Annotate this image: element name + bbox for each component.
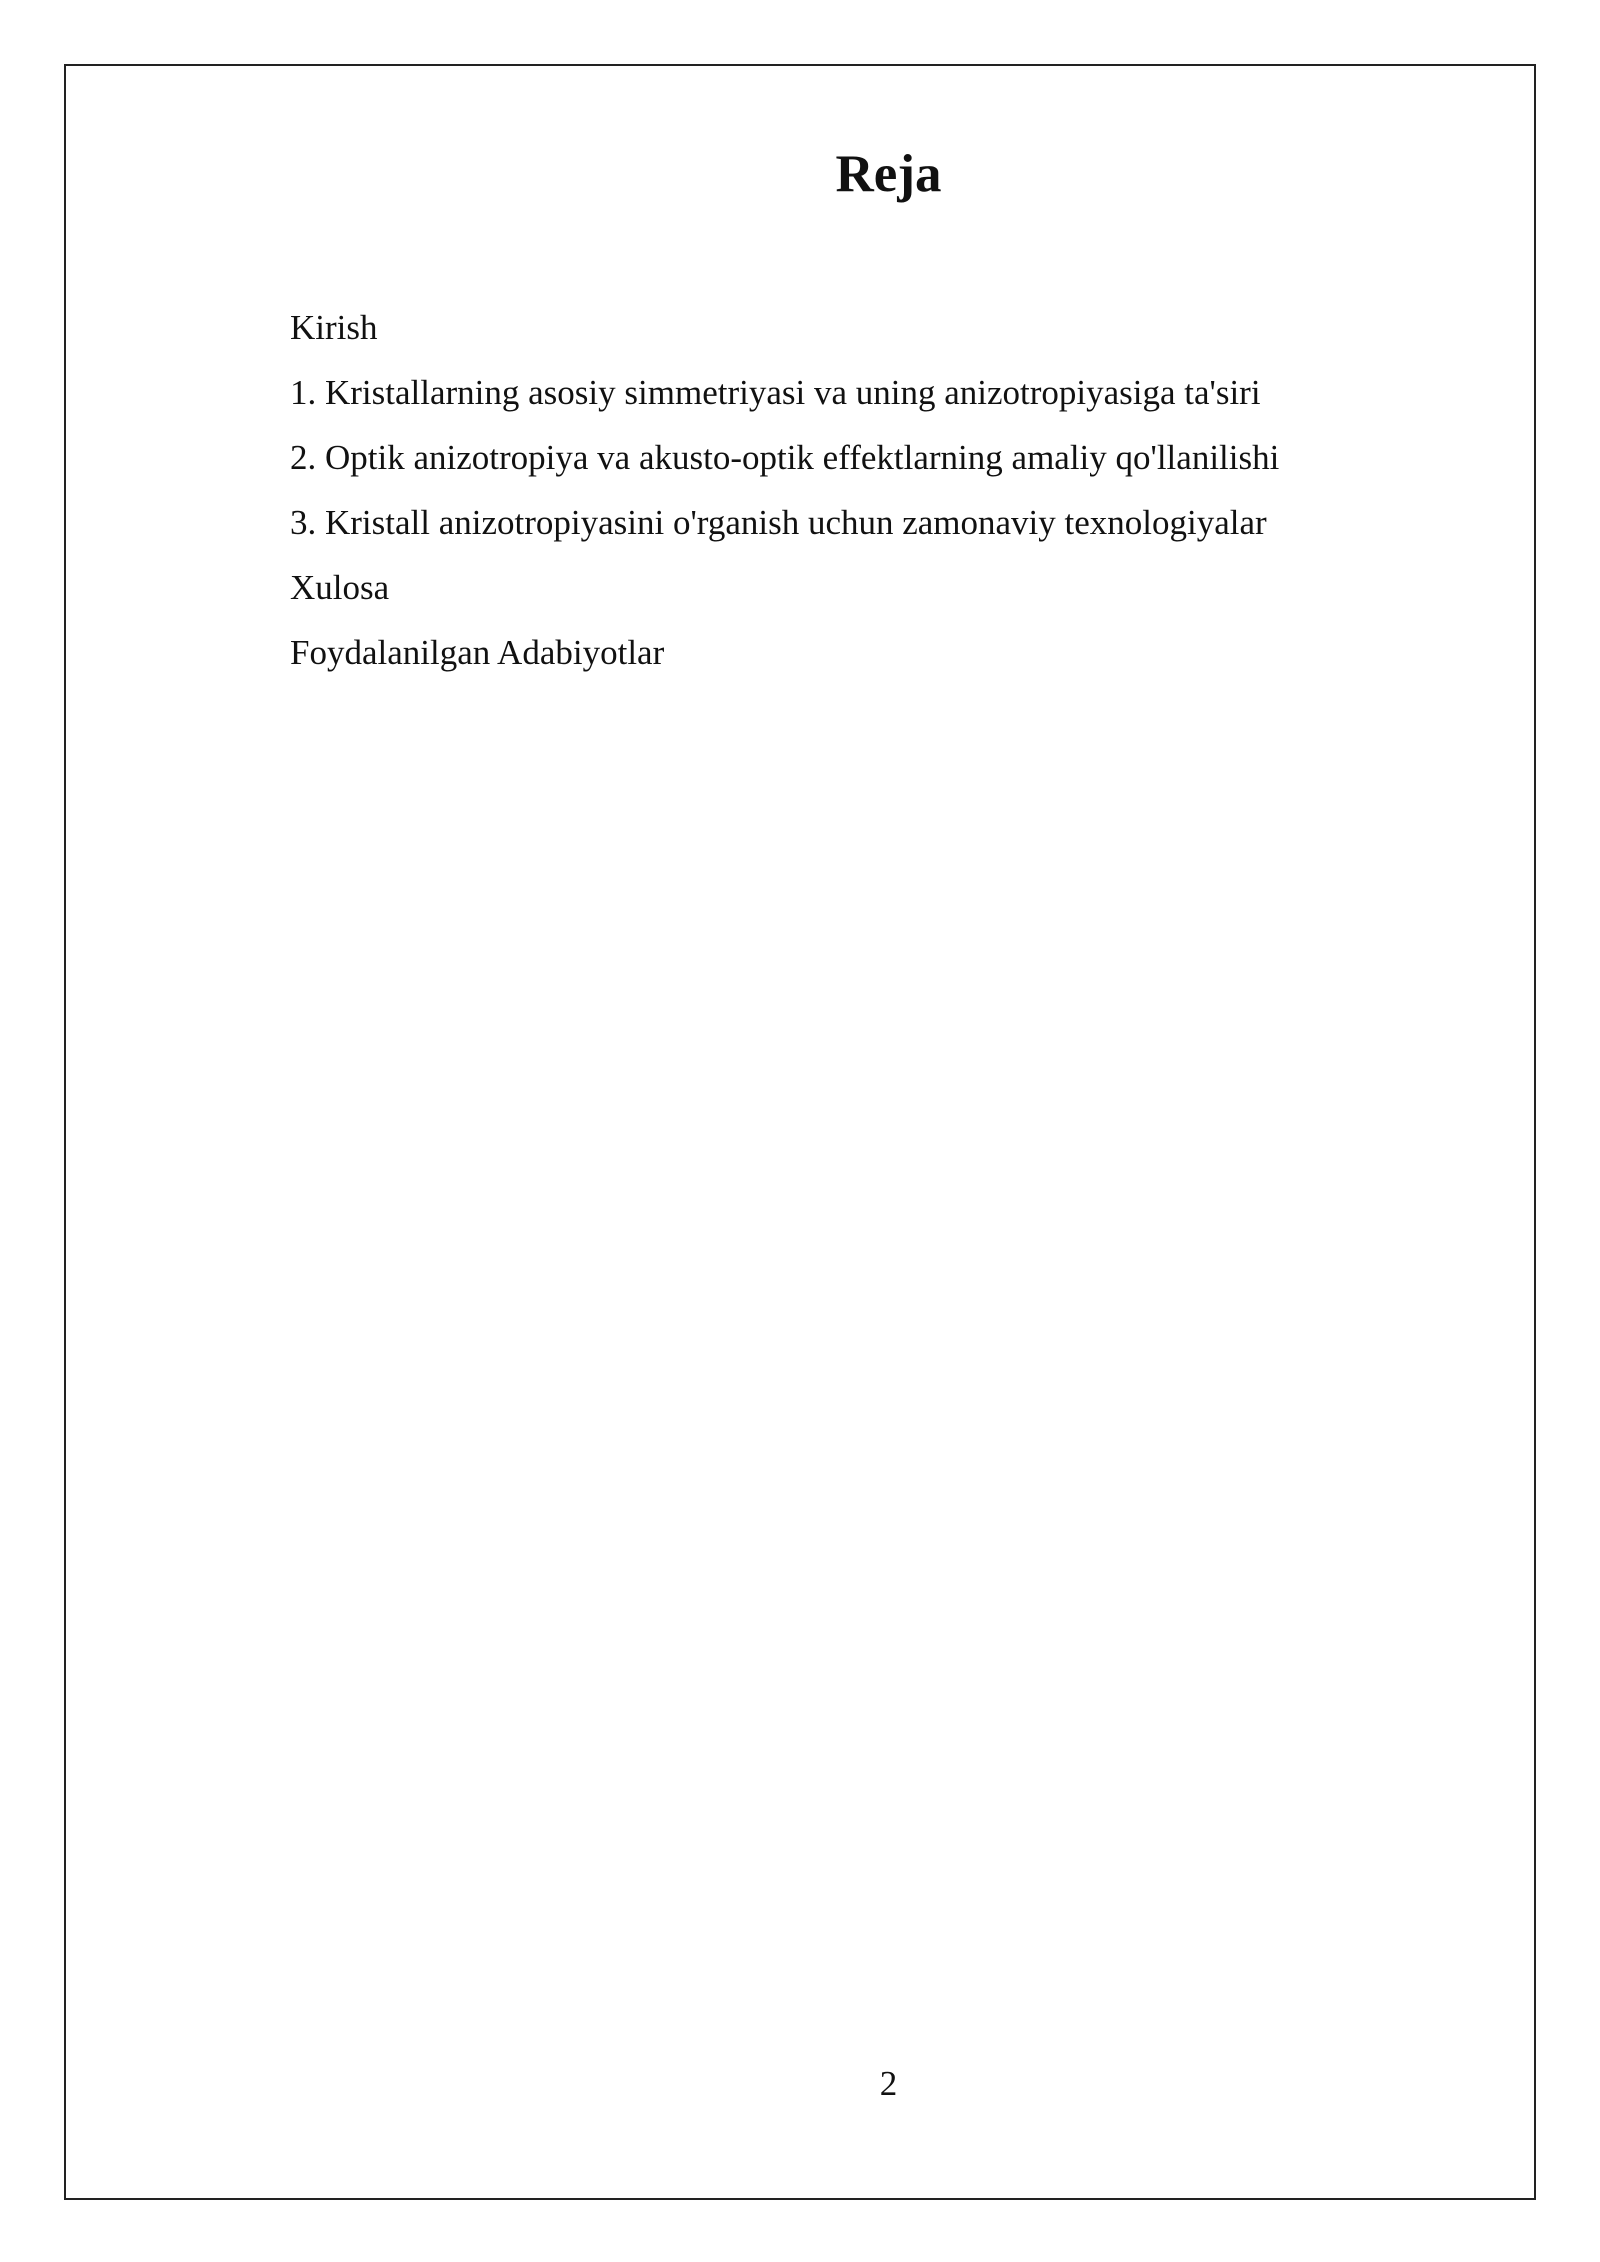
toc-item-references: Foydalanilgan Adabiyotlar xyxy=(290,633,665,672)
toc-item-section-2: 2. Optik anizotropiya va akusto-optik effektlarning amaliy qo'llanilishi xyxy=(290,438,1280,477)
toc-item-introduction: Kirish xyxy=(290,308,378,347)
table-of-contents xyxy=(290,295,1279,685)
page-number: 2 xyxy=(879,2064,898,2103)
page-title: Reja xyxy=(835,145,942,203)
toc-item-conclusion: Xulosa xyxy=(290,568,390,607)
toc-item-section-3: 3. Kristall anizotropiyasini o'rganish uchun zamonaviy texnologiyalar xyxy=(290,503,1267,542)
toc-item-section-1: 1. Kristallarning asosiy simmetriyasi va uning anizotropiyasiga ta'siri xyxy=(290,373,1261,412)
